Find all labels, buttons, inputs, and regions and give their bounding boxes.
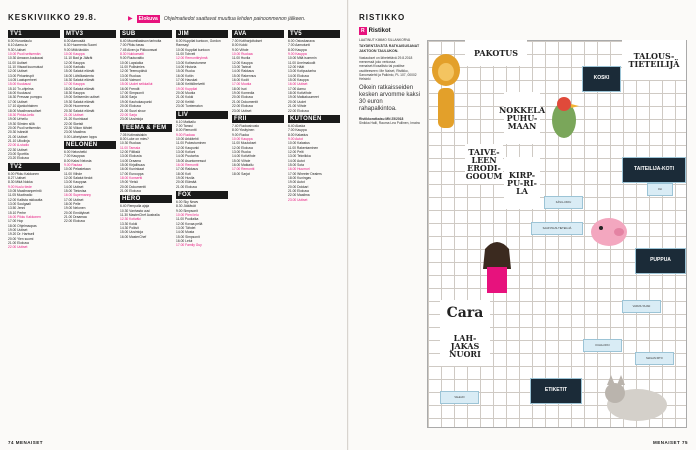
program-entry: 19.00 Uutiset [8,228,28,233]
program-entry: 10.00 Arkkitehti [176,136,199,141]
ristikot-logo [359,27,391,35]
program-entry: 6.00 Kuppilat kuntoon, Gordon Ramsay! [176,39,221,48]
program-entry: 17.00 Family Guy [176,243,202,248]
header-logo: Elokuva [138,15,158,22]
byline: LAATINUT KIMMO SILLANKORVA [359,38,411,42]
program-entry: 9.00 Viihde [232,47,249,52]
program-entry: 6.40 Rempalla ajaja [120,204,150,209]
program-entry: 21.00 Suuri show [120,108,146,113]
program-entry: 21.00 Uutiset [8,134,28,139]
program-entry: 9.00 Ruutuvaltio [120,56,144,61]
program-entry: 11.00 Unelmakodit [288,60,316,65]
program-entry: 6.10 Matkailu [176,119,196,124]
program-entry: 18.00 Ohjelmaopas [8,223,37,228]
program-entry: 11.00 Poliisimies [120,65,145,70]
program-entry: 17.00 Kauppa [64,82,85,87]
program-entry: 19.30 Silmien sillä [8,121,35,126]
program-entry: 19.00 Huvila [176,175,195,180]
program-entry: 12.00 Salatut tiedot [64,175,93,180]
program-entry: 7.00 Aamutunti [288,43,310,48]
program-entry: 9.00 Kauppa [288,52,307,57]
program-entry: 21.10 Ulkolinja [8,138,30,143]
program-entry: 11.00 Pukeutuminen [176,141,206,146]
program-entry: 15.00 Kuukausi [8,82,31,87]
program-entry: 22.00 Elokuva [288,108,309,113]
program-entry: 20.00 Huomenna [64,104,90,109]
program-entry: 14.00 Puutarha [176,154,199,159]
clue-taiveleen: TAIVE-LEEN ERODI-GOOUM [465,144,503,184]
program-entry: 17.00 Remontti [232,167,255,172]
program-entry: 12.00 Uutiset [8,69,28,74]
ristikot-logo-box: R [361,28,365,34]
program-entry: 8.00 Kauppa [288,47,307,52]
program-entry: 16.00 MasterChef [120,234,147,239]
program-entry: 19.00 Urheilu [8,117,28,122]
program-entry: 21.00 Kokki [176,95,194,100]
channel-header: LIV [176,111,228,119]
clue-lahjakas-nuori: LAH-JAKAS NUORI [440,326,490,366]
program-entry: 19.00 Seitsemän uutiset [64,95,100,100]
program-entry: 11.00 Huvila [232,56,251,61]
program-entry: 12.30 Kotiväki [120,217,141,222]
program-entry: 14.00 Kotiviihde [232,154,256,159]
clue-oli: OLI [647,183,673,196]
program-entry: 15.00 Simpsonit [176,234,200,239]
program-entry: 10.00 Kuppilat kuntoon [176,47,210,52]
clue-koski: KOSKI [582,66,621,92]
program-entry: 16.00 Lelut [176,239,193,244]
program-entry: 9.00 Mitä tänään [64,47,89,52]
program-entry: 17.00 Simpsonit [120,91,144,96]
program-entry: 22.30 Viikon tähdet [64,125,93,130]
woman-illustration [467,235,527,295]
program-entry: 12.00 Kauppa [232,60,253,65]
program-entry: 12.00 Fiiliksiä [120,149,140,154]
info-body: Vastaukset on lähetettävä 29.8.2018 mennessä joko verkossa menaiset.fi/osallistu tai postitse osoitteeseen: Me Naiset, Ristikko, Sanomalehti ja Palkinto, PL 107, 00002 Helsinki [359,55,417,82]
program-entry: 16.00 Remontti [176,162,199,167]
program-entry: 9.00 Ruokaa [176,132,195,137]
program-entry: 6.40 Alaska [288,123,306,128]
program-entry: 21.00 Elokuva [176,184,197,189]
program-entry: 18.00 Kuningas [288,175,311,180]
channel-header: FOX [176,191,228,199]
program-entry: 19.00 Kauhukaupunki [120,99,152,104]
program-entry: 15.00 Uudet seikkailut [120,82,153,87]
program-entry: 19.00 Kuppilat [176,86,198,91]
program-entry: 21.00 Elokuva [120,189,141,193]
program-entry: 22.00 A-studio [8,143,30,148]
program-entry: 14.00 Uutiset [64,184,84,189]
program-entry: 8.00 Kalastus [288,132,308,137]
program-entry: 10.00 Pelastetaan [64,167,91,172]
program-entry: 15.00 Ruoka [176,69,195,74]
program-entry: 10.00 Lapsiaika [120,60,144,65]
program-entry: 20.00 Ennätykset [64,210,90,215]
pig-illustration [587,210,631,250]
program-entry: 12.00 Elokuva [232,145,253,150]
program-entry: 6.00 Sky News [176,200,198,204]
program-entry: 16.00 Supernanny [64,193,91,198]
program-entry: 7.00 Kauppaa [64,154,85,159]
channel-header: NELONEN [64,141,116,149]
channel-header: HERO [120,195,172,203]
program-entry: 16.00 Uutiset [288,82,308,87]
program-entry: 16.00 Kuukausi [8,91,31,96]
bird-illustration [547,92,581,144]
clue-kasilukku: KÄSI-LUKKU [544,196,583,209]
program-entry: 19.00 Matkakuumeet [288,95,319,100]
program-entry: 20.00 Puoli seitsemän [8,125,41,130]
lion-illustration [428,40,464,144]
program-entry: 19.00 Autot [288,180,305,185]
program-entry: 22.00 Uutiset [8,245,28,250]
program-entry: 12.00 Remonttiryhmä [176,56,208,61]
program-entry: 16.00 Kodit [232,78,249,83]
program-entry: 17.00 Muotia [232,82,252,87]
program-entry: 7.00 Kotiharjoitukset [232,39,262,43]
program-entry: 23.00 Uutiset [288,197,308,202]
program-entry: 16.00 Pikku Kakkonen [8,215,41,220]
program-entry: 8.27 Uutiset [8,175,26,180]
program-entry: 7.00 Tanssi [176,123,193,128]
program-entry: 21.20 Kuninkaat [64,117,88,122]
program-entry: 11.00 Uutiset [8,60,28,65]
listing-column [288,28,340,432]
channel-header: SUB [120,30,172,38]
program-entry: 18.00 Sarja [120,95,137,100]
program-entry: 13.30 Kokki [120,221,138,226]
program-entry: 20.00 Elokuva [120,104,141,109]
program-entry: 9.00 Simpsonit [176,208,198,213]
program-entry: 10.00 Mitä isommin [288,56,317,61]
program-entry: 18.00 Maailmanuutiset [8,108,42,113]
program-entry: 8.00 Yksityinen [232,128,255,133]
clue-varustajan: VARUS-TAJAN [622,300,661,313]
program-entry: 21.00 Draamaa [64,215,87,220]
program-entry: 7.00 Kauppa [288,128,307,133]
program-entry: 10.30 Amazon-kuukausi [8,56,44,61]
program-entry: 13.00 Kotipuutarha [288,69,316,74]
program-entry: 18.00 Koti [176,171,191,176]
program-entry: 14.00 Vaimoni [120,78,141,83]
program-entry: 13.00 Kotiuni [176,149,196,154]
program-entry: 8.00 Kaksi Nelosta [64,158,92,163]
channel-header: JIM [176,30,228,38]
program-entry: 6.10 Aamu-tv [8,43,28,48]
program-entry: 13.00 Ruokaa [120,73,141,78]
program-entry: 14.00 Musta [176,230,195,235]
program-entry: 23.00 Uusintoja [120,117,143,122]
clue-etiketit: ETIKETIT [530,378,582,404]
program-entry: 11.05 Muotiradio [8,193,33,198]
program-entry: 19.00 Yleisö [120,180,139,185]
program-entry: 13.50 Jenni [8,206,26,211]
channel-header: FRII [232,115,284,123]
clue-pakotus: PAKOTUS [465,40,527,66]
program-entry: 20.30 Salatut elämät [64,108,95,113]
winners-list: Sinikka Halli, Rauma Lea Pullinen, Imatra [359,120,420,125]
program-entry: 12.00 Kaupunki [176,145,199,150]
program-entry: 15.00 Tietovisa [64,189,87,193]
clue-saappaus: SAAP-PAUS-TIETEILIJÄ [531,222,583,235]
program-entry: 22.00 Sarja [120,112,137,117]
program-entry: 23.00 Tuntematon [176,104,203,109]
program-entry: 20.00 Uudet [288,99,306,104]
program-entry: 22.00 Sketsit [64,121,84,126]
program-entry: 14.00 Elokuva [288,73,309,78]
program-entry: 19.20 Dr. Hartwell [8,232,35,237]
program-entry: 23.00 Uutiset [232,108,252,113]
program-entry: 17.00 Wheeler Dealers [288,171,322,176]
program-entry: 9.00 Rautaa [64,162,82,167]
program-entry: 23.20 Elokuva [8,156,29,161]
program-entry: 16.00 Huumori [288,167,310,172]
crossword-page [349,0,696,450]
program-entry: 13.00 Elokuvia [120,154,142,159]
channel-header: TEEMA & FEM [120,124,172,132]
clue-cara: Cara [440,300,490,326]
header-strip [128,14,342,23]
program-entry: 14.00 Autot [288,158,305,163]
program-entry: 15.00 Asuntomessut [176,158,206,163]
program-entry: 13.00 Tarinat [232,65,252,70]
program-entry: 7.00 Pikku tassu [120,43,145,48]
program-entry: 16.30 Pressan pumppu [8,95,43,100]
program-entry: 15.10 Tv-ohjelma [8,86,34,91]
program-entry: 15.00 Viihde [232,158,251,163]
program-entry: 10.30 Vanhasta uusi [120,208,150,213]
program-entry: 13.00 Pirkantrupit [8,73,34,78]
program-entry: 8.30 Jäätävät [176,204,196,209]
program-entry: 8.30 Mikä Nokka [8,180,33,185]
program-entry: 22.00 Elokuva [232,104,253,109]
program-entry: 13.00 Ruoka [232,149,251,154]
program-entry: 23.00 Sporttia [8,151,29,156]
program-entry: 19.00 Komedia [232,91,255,96]
program-entry: 11.10 Bad ja Jäärät [64,56,93,61]
program-entry: 17.00 Eurooppa [120,171,144,176]
program-entry: 11.10 Viisaat kuumutuut [8,65,44,70]
program-entry: 17.00 Rakkaus [176,167,198,172]
program-entry: 18.00 Sarjat [232,171,250,176]
program-entry: 13.00 Tähdet [176,226,196,231]
program-entry: 16.00 Lähtölaskenta [64,73,94,78]
program-entry: 15.00 Uusintoja [120,230,143,235]
program-entry: 11.00 Viihde [64,171,83,176]
program-entry: 17.00 Uutiset [8,99,28,104]
clue-nokkela: NOKKELA PUHU-MAAN [504,92,540,144]
program-entry: 13.00 Kauppaa [64,180,87,185]
program-entry: 13.00 Kotiseutumme [176,60,207,65]
channel-header: MTV3 [64,30,116,38]
program-entry: 17.00 Hauskat [176,78,198,83]
clue-mailan-irto: MAILAN IRTO [635,352,674,365]
program-entry: 11.00 Tanssia [120,145,141,150]
ristikot-logo-text: Ristikot [368,28,391,34]
channel-header: TV2 [8,163,60,171]
program-entry: 20.30 Isännät [8,130,28,135]
cat-illustration [597,365,677,425]
program-entry: 7.05 Kotimaisiakin [120,132,147,137]
program-entry: 19.30 Salatut elämät [64,99,95,104]
program-entry: 22.00 Maailma [288,193,310,198]
program-entry: 6.40 Muumilaakson tarinoita [120,39,162,43]
program-entry: 10.00 Puoli seitsemän [8,52,41,57]
program-entry: 13.00 Tekniikka [288,154,311,159]
program-entry: 6.00 Ostoskanava [288,39,315,43]
program-entry: 20.00 Elokuva [232,95,253,100]
program-entry: 12.00 Pelit [288,149,304,154]
channel-header: KUTONEN [288,115,340,123]
info-lead: TAYDENTÄVÄTÄ RATKAISUSANAT JAKTOON TAULUKON. [359,44,420,53]
program-entry: 12.00 Teemupäivä [120,69,147,74]
channel-header: TV5 [288,30,340,38]
program-entry: 12.00 Kallista rakkautta [8,197,43,202]
program-entry: 6.30 Huomenta Suomi [64,43,97,48]
info-prize: Oikein ratkaisseiden kesken arvomme kaksi 30 euron rahapalkintoa. [359,84,421,112]
program-entry: 21.00 Viihde [288,104,307,109]
program-entry: 12.00 Kauppa [64,60,85,65]
program-entry: 6.00 Neloshetki [64,149,87,154]
program-entry: 12.00 Häät [288,65,305,70]
page-footer-left: 74 MENAISET [8,440,44,445]
program-entry: 18.00 Isot [232,86,247,91]
program-entry: 10.05 Maailmanperintö [8,189,42,193]
program-entry: 22.30 Uutiset [8,147,28,152]
program-entry: 23.00 Maailma [64,130,86,135]
program-entry: 17.00 Hop [8,219,24,224]
program-entry: 10.30 Ruokaa [120,141,141,146]
program-entry: 14.30 Poliisit [120,226,139,231]
program-entry: 15.00 Sota [288,162,304,167]
program-entry: 20.00 Ylen suomi [8,236,34,241]
channel-header: TV1 [8,30,60,38]
program-entry: 13.00 Soulgaali [8,202,31,207]
program-entry: 6.00 Aamusää [64,39,86,43]
program-entry: 10.00 Kauppa [64,52,85,57]
program-entry: 20.00 Dokkari [288,184,309,189]
program-entry: 11.00 Muutokset [232,141,257,146]
clue-puppua: PUPPUA [635,248,686,274]
program-entry: 14.00 Rakkaus [232,69,254,74]
program-entry: 21.00 Elokuva [288,189,309,193]
crossword-title: RISTIKKO [359,13,406,22]
program-entry: 11.00 Puoliaika [176,217,199,222]
program-entry: 15.00 Salatut elämät [64,69,95,74]
program-entry: 12.00 Kovaa peliä [176,221,203,226]
crossword-grid [427,40,687,428]
program-entry: 21.00 Elokuva [8,241,29,246]
program-entry: 0.00 Lähetyksen loppu [64,134,98,139]
program-entry: 19.00 Nelonen [64,206,86,211]
program-entry: 10.00 Ruokaa [232,52,253,57]
header-text: Ohjelmatiedot saattavat muuttua lehden painoonmenon jälkeen. [163,15,306,22]
program-entry: 17.10 Ajankohtainen [8,104,38,109]
program-entry: 14.00 Historia [176,65,197,70]
program-entry: 8.00 Luke on mies? [120,136,149,141]
page-footer-right: MENAISET 75 [652,440,688,445]
program-entry: 15.10 Perhe [8,210,26,215]
clue-kirppurila: KIRP-PU-RI-LA [504,157,540,209]
listing-column [120,28,172,432]
channel-header: AVA [232,30,284,38]
program-entry: 8.00 Remontti [176,128,197,133]
program-entry: 22.00 Elokuva [64,219,85,224]
program-entry: 16.30 Salatut elämät [64,78,95,83]
program-entry: 18.00 Kotiviihde [288,91,312,96]
listing-column [232,28,284,432]
program-entry: 11.30 MasterChef Australia [120,213,160,218]
clue-valeuo: VALEUO [440,391,479,404]
program-entry: 18.30 Kauppa [64,91,85,96]
program-entry: 22.00 Keittiö [176,99,195,104]
program-entry: 20.00 Dokumentti [120,184,146,189]
program-entry: 11.00 Rakentaminen [288,145,319,150]
program-entry: 18.30 Pirkka-kello [8,112,35,117]
listing-column [8,28,60,432]
program-entry: 20.00 Muotia [176,91,196,96]
program-entry: 15.00 Rakennus [232,73,257,78]
winners-heading: Ristikkoratkaisu MN 25/2018 [359,116,404,121]
listing-column [176,28,228,432]
program-entry: 8.00 Kokki [232,43,248,48]
program-entry: 18.00 Salatut elämät [64,86,95,91]
program-entry: 21.00 Dokumentit [232,99,258,104]
program-entry: 16.00 Frendit [120,86,140,91]
program-entry: 8.30 Nukkumatti [120,52,144,57]
crossword-info [359,38,421,125]
program-entry: 6.00 Pikku Kakkonen [8,171,39,176]
program-entry: 16.00 Kotiin [176,73,194,78]
program-entry: 7.45 Aiven ja Pikkuoravat [120,47,158,52]
program-entry: 18.00 Konsertti [120,175,143,180]
clue-taiteilijakoti: TAITEILIJA-KOTI [622,157,686,183]
page-title: KESKIVIIKKO 29.8. [8,13,98,22]
program-entry: 9.00 Autot [288,136,303,141]
program-entry: 17.00 Aamu [288,86,306,91]
program-entry: 7.40 Ruokasivusto [232,123,260,128]
program-entry: 9.00 Ruoka [232,132,249,137]
clue-talous-tieteilija: TALOUS-TIETEILIJÄ [622,40,686,80]
listing-column [64,28,116,432]
clue-kuhaokki: KUHA-OKKI [583,339,622,352]
program-entry: 9.30 Uutiset [8,47,26,52]
program-entry: 17.00 Uutiset [64,197,84,202]
program-entry: 14.05 Laatuperheet [8,78,37,83]
program-entry: 11.00 Tohveli [176,52,196,57]
program-entry: 18.00 Pelle [64,202,81,207]
film-icon: ▶ [128,16,133,22]
program-entry: 20.00 Elämää [176,180,197,185]
program-entry: 18.00 Keittiöhelvetti [176,82,205,87]
program-entry: 16.00 Matkailu [232,162,254,167]
program-entry: 16.00 Kuninkaat [120,167,144,172]
program-entry: 6.00 Kuvanlaulu [8,39,32,43]
program-entry: 10.00 Kauppa [232,136,253,141]
program-entry: 14.00 Karkailu [64,65,86,70]
program-entry: 21.00 Uutiset [64,112,84,117]
program-entry: 15.00 Kauppa [288,78,309,83]
program-entry: 10.00 Kalastus [288,141,310,146]
program-entry: 10.00 Pieni lelu [176,213,199,218]
program-entry: 14.00 Draama [120,158,141,163]
program-entry: 9.00 Kuulu tiede [8,184,32,189]
program-entry: 15.00 Kirjallisuus [120,162,145,167]
